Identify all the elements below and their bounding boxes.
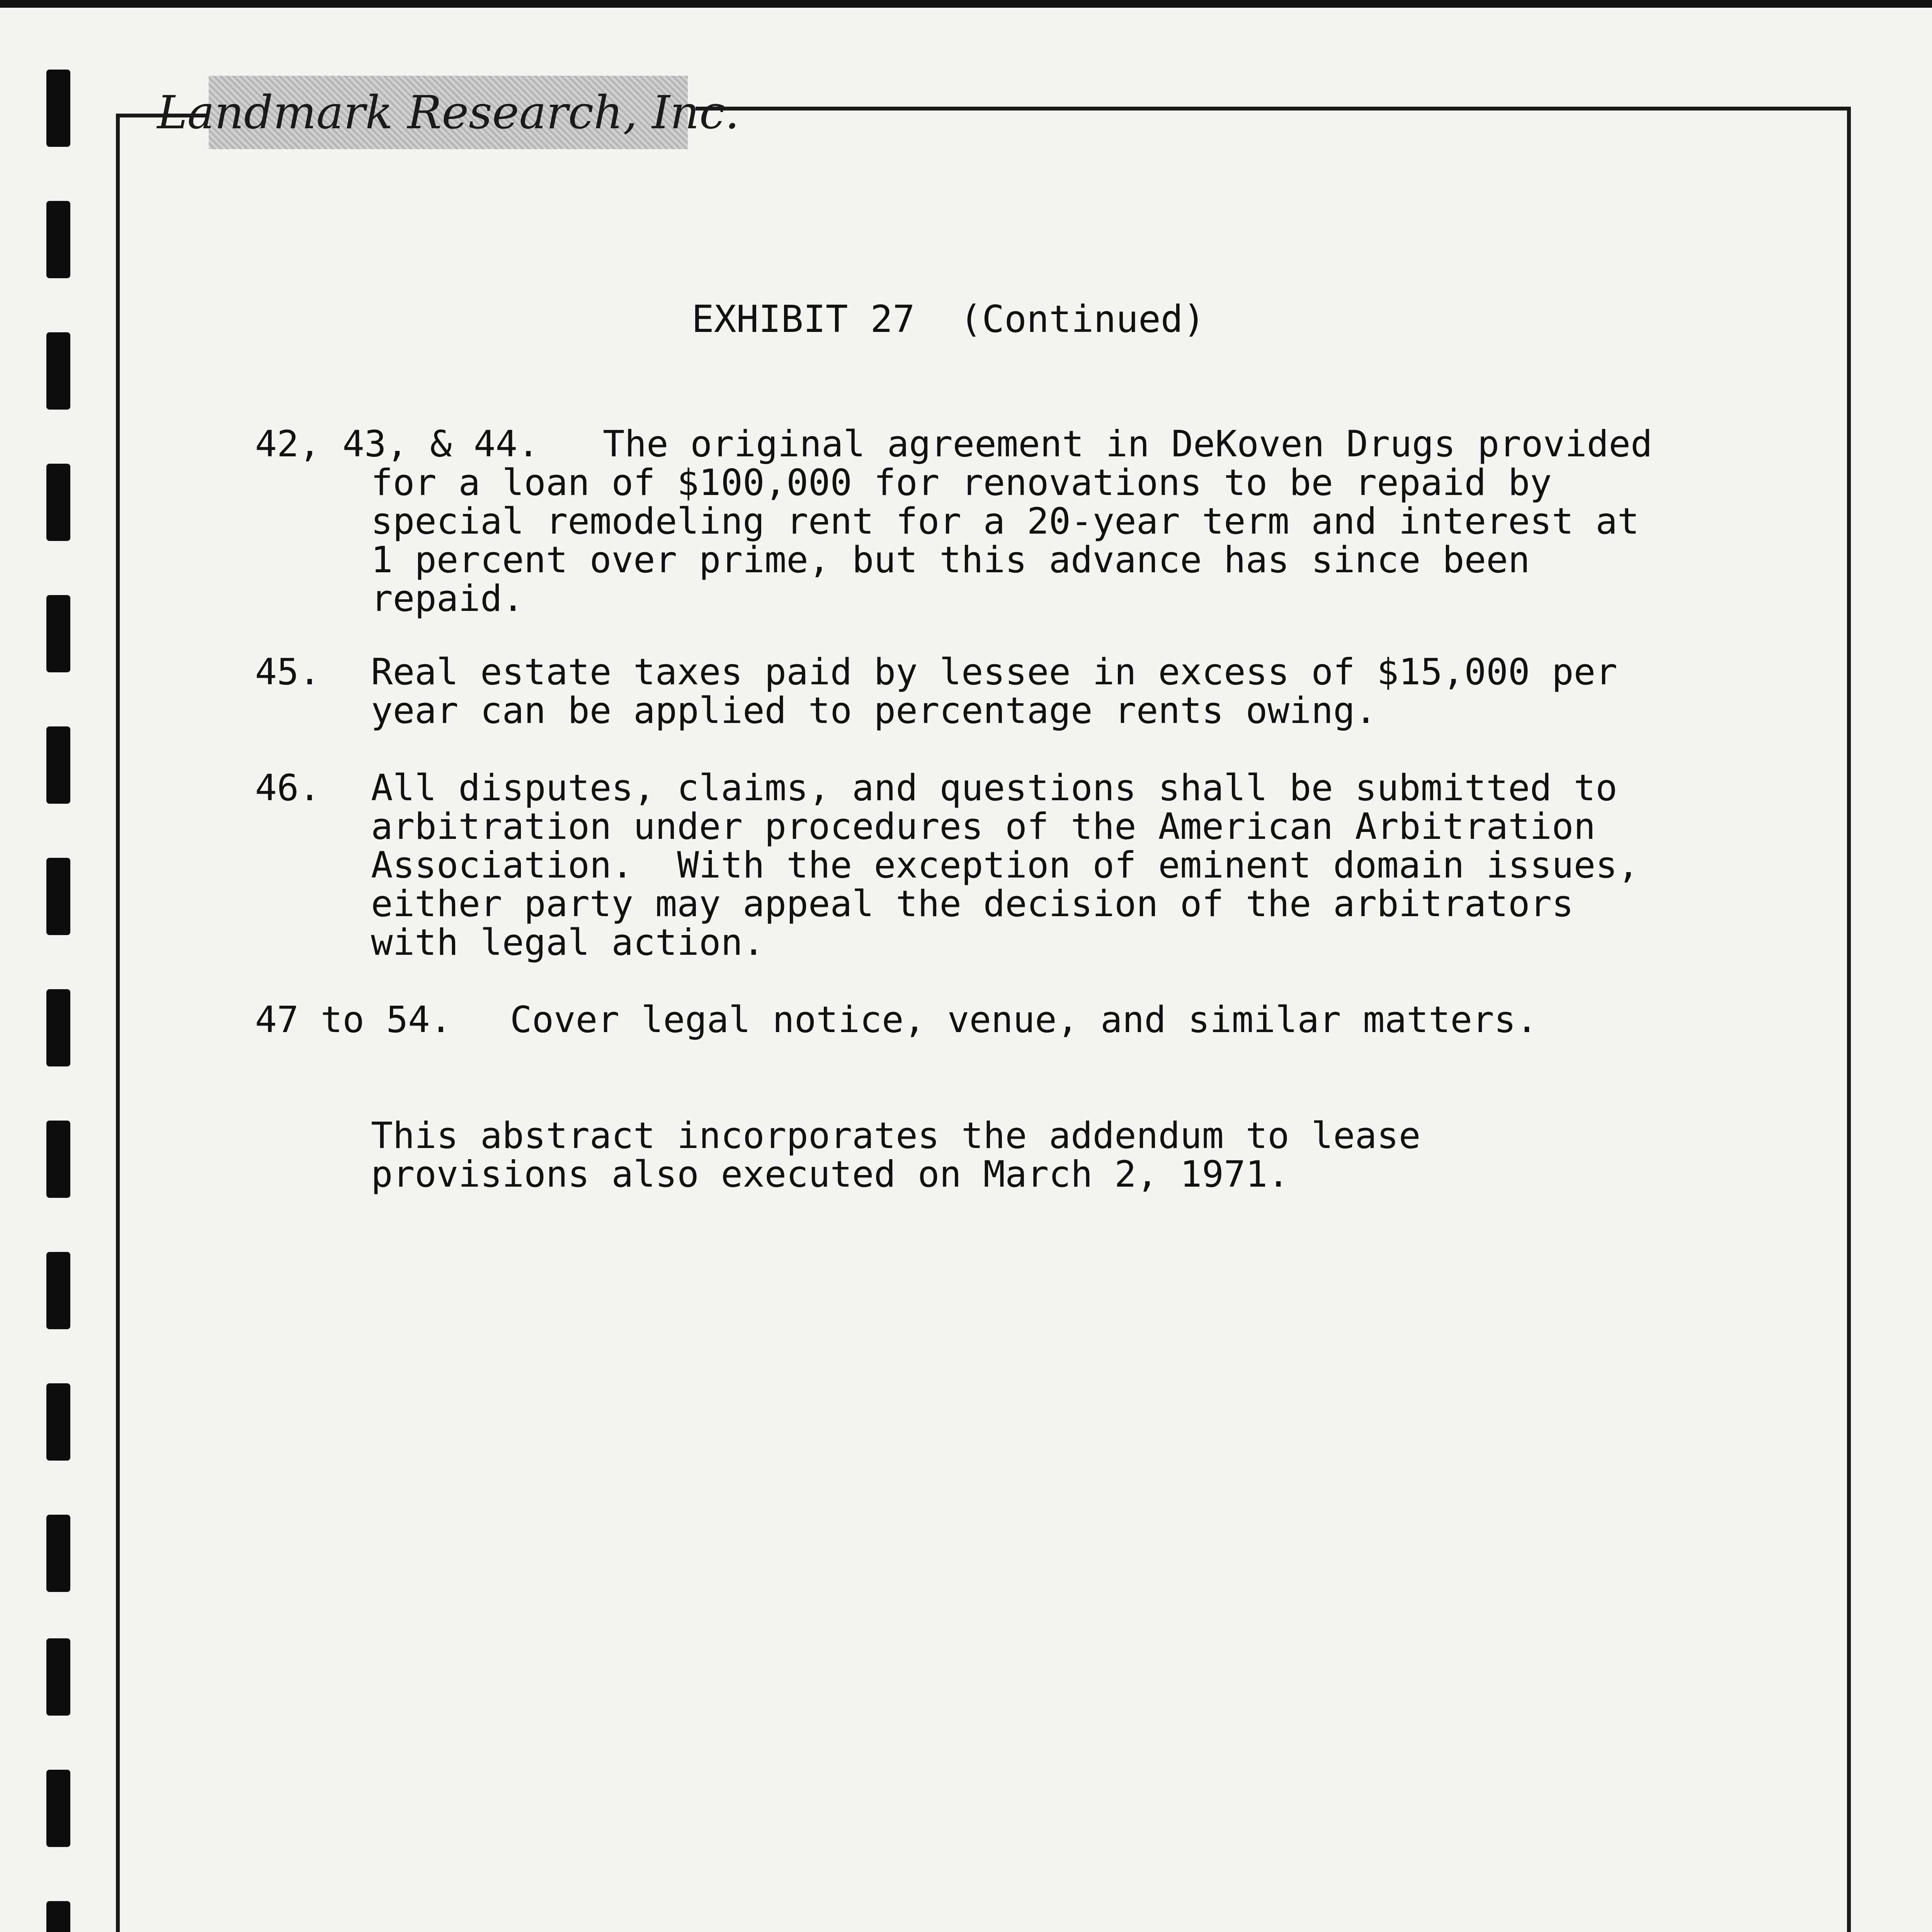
item-line: year can be applied to percentage rents owing. [371,690,1377,732]
list-item [255,1001,1801,1047]
item-line: arbitration under procedures of the American Arbitration [371,806,1596,848]
item-line: either party may appeal the decision of the arbitrators [371,883,1574,925]
list-item [255,425,1801,626]
note-line: This abstract incorporates the addendum to lease [371,1115,1421,1157]
item-number: 42, 43, & 44. [255,423,539,465]
item-line: repaid. [371,578,524,620]
exhibit-title: EXHIBIT 27 (Continued) [692,298,1206,341]
item-line: All disputes, claims, and questions shall be submitted to [371,767,1617,809]
closing-note [371,1117,1530,1202]
item-line: Association. With the exception of eminent domain issues, [371,844,1639,886]
item-line: with legal action. [371,922,765,964]
item-number: 47 to 54. [255,999,452,1041]
list-item [255,769,1801,970]
item-number: 45. [255,651,321,693]
item-line: The original agreement in DeKoven Drugs provided [603,423,1653,465]
logo-text: Landmark Research, Inc. [157,86,740,139]
item-line: for a loan of $100,000 for renovations to be repaid by [371,462,1552,504]
item-line: Real estate taxes paid by lessee in excess of $15,000 per [371,651,1617,693]
item-line: special remodeling rent for a 20-year term and interest at [371,500,1639,543]
item-line: Cover legal notice, venue, and similar matters. [510,999,1538,1041]
list-item [255,653,1801,738]
note-line: provisions also executed on March 2, 1971. [371,1153,1289,1196]
item-number: 46. [255,767,321,809]
item-line: 1 percent over prime, but this advance has since been [371,539,1530,581]
